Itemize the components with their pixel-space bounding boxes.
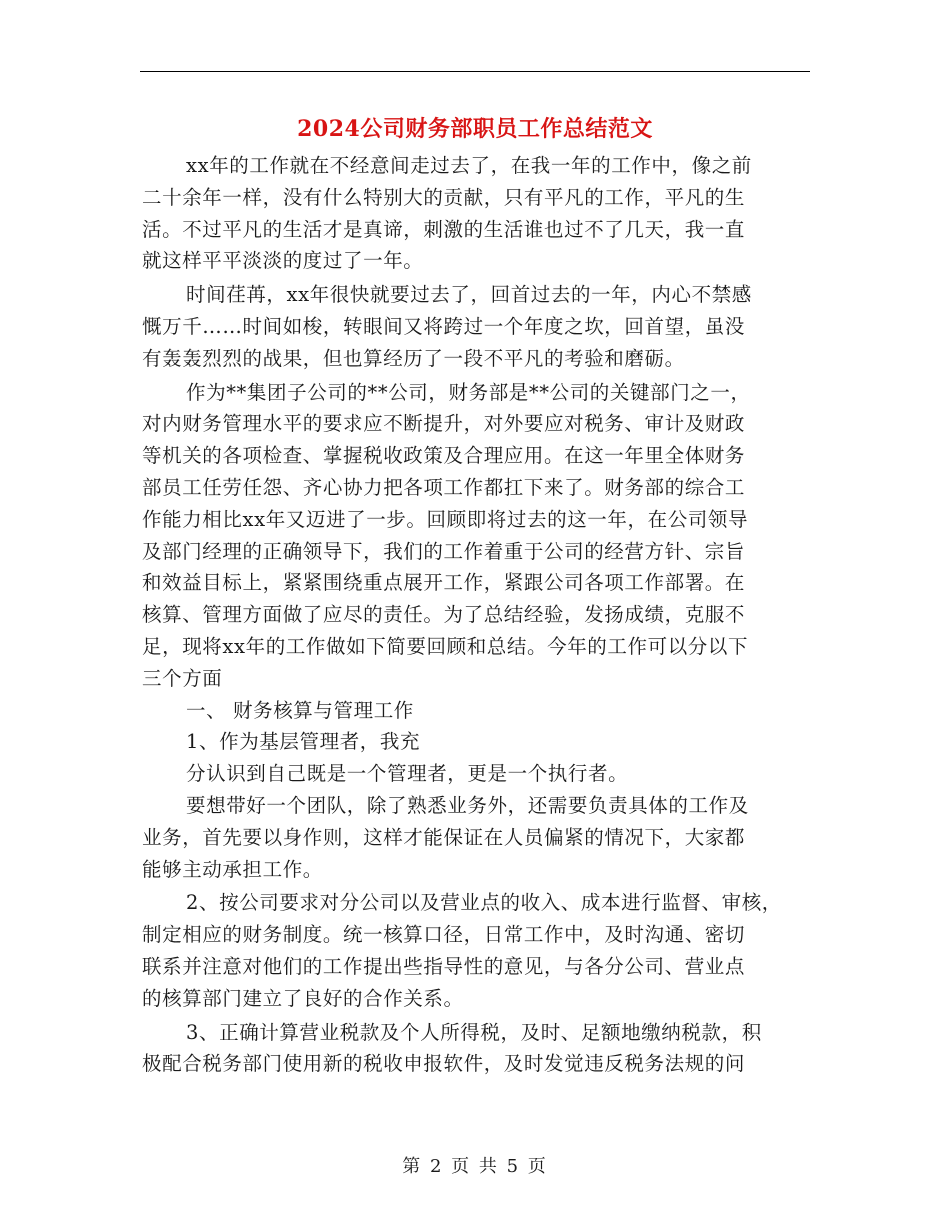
paragraph-line: 及部门经理的正确领导下，我们的工作着重于公司的经营方针、宗旨 (142, 539, 746, 563)
paragraph-line: 二十余年一样，没有什么特别大的贡献，只有平凡的工作，平凡的生 (142, 185, 746, 209)
paragraph-line: 和效益目标上，紧紧围绕重点展开工作，紧跟公司各项工作部署。在 (142, 571, 746, 595)
paragraph-line: 活。不过平凡的生活才是真谛，刺激的生活谁也过不了几天，我一直 (142, 217, 746, 241)
document-title: 2024公司财务部职员工作总结范文 (297, 116, 653, 142)
paragraph-line: 慨万千……时间如梭，转眼间又将跨过一个年度之坎，回首望，虽没 (142, 314, 746, 338)
paragraph-line: 分认识到自己既是一个管理者，更是一个执行者。 (186, 762, 629, 786)
paragraph-line: 要想带好一个团队，除了熟悉业务外，还需要负责具体的工作及 (186, 793, 749, 817)
paragraph-line: 等机关的各项检查、掌握税收政策及合理应用。在这一年里全体财务 (142, 444, 746, 468)
paragraph-line: 作为**集团子公司的**公司，财务部是**公司的关键部门之一， (186, 380, 751, 404)
paragraph-line: 业务，首先要以身作则，这样才能保证在人员偏紧的情况下，大家都 (142, 825, 746, 849)
paragraph-line: 核算、管理方面做了应尽的责任。为了总结经验，发扬成绩，克服不 (142, 603, 746, 627)
header-rule (140, 71, 810, 72)
paragraph-line: 极配合税务部门使用新的税收申报软件，及时发觉违反税务法规的问 (142, 1052, 746, 1076)
paragraph-line: 2、按公司要求对分公司以及营业点的收入、成本进行监督、审核， (186, 891, 782, 915)
section-heading: 一、 财务核算与管理工作 (186, 698, 414, 722)
document-body (142, 150, 812, 1080)
paragraph-line: 能够主动承担工作。 (142, 857, 323, 881)
paragraph-line: 就这样平平淡淡的度过了一年。 (142, 249, 424, 273)
paragraph-line: 3、正确计算营业税款及个人所得税，及时、足额地缴纳税款，积 (186, 1020, 762, 1044)
paragraph-line: 对内财务管理水平的要求应不断提升，对外要应对税务、审计及财政 (142, 412, 746, 436)
paragraph-line: 部员工任劳任怨、齐心协力把各项工作都扛下来了。财务部的综合工 (142, 475, 746, 499)
paragraph-line: 三个方面 (142, 666, 223, 690)
paragraph-line: 1、作为基层管理者，我充 (186, 730, 421, 754)
paragraph-line: 的核算部门建立了良好的合作关系。 (142, 986, 464, 1010)
paragraph-line: 作能力相比xx年又迈进了一步。回顾即将过去的这一年，在公司领导 (142, 507, 749, 531)
paragraph-line: 制定相应的财务制度。统一核算口径，日常工作中，及时沟通、密切 (142, 923, 746, 947)
paragraph-line: xx年的工作就在不经意间走过去了，在我一年的工作中，像之前 (186, 154, 752, 177)
paragraph-line: 有轰轰烈烈的战果，但也算经历了一段不平凡的考验和磨砺。 (142, 346, 685, 370)
page-number: 第 2 页 共 5 页 (402, 1156, 548, 1177)
paragraph-line: 足，现将xx年的工作做如下简要回顾和总结。今年的工作可以分以下 (142, 634, 749, 658)
paragraph-line: 联系并注意对他们的工作提出些指导性的意见，与各分公司、营业点 (142, 954, 746, 978)
paragraph-line: 时间荏苒，xx年很快就要过去了，回首过去的一年，内心不禁感 (186, 283, 752, 307)
